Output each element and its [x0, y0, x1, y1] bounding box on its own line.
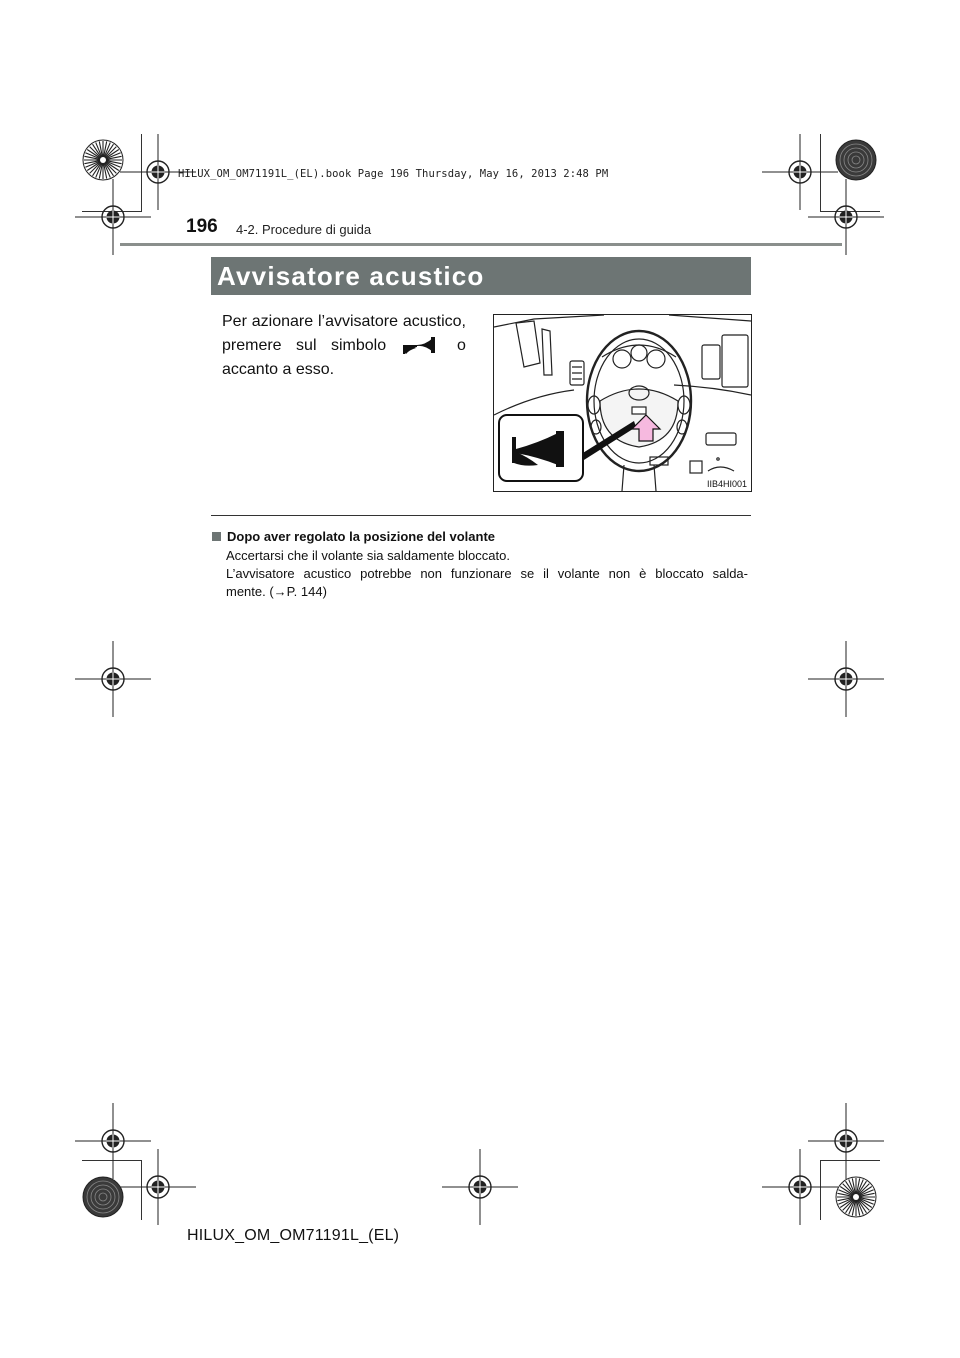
- note-heading: Dopo aver regolato la posizione del volante: [212, 529, 495, 544]
- steering-wheel-illustration: [493, 314, 752, 492]
- intro-paragraph: [222, 310, 466, 382]
- note-line-3: mente. (→P. 144): [226, 584, 327, 599]
- section-title: Avvisatore acustico: [217, 261, 485, 291]
- figure-code: IIB4HI001: [706, 479, 747, 489]
- section-title-bar: [211, 257, 751, 295]
- book-stamp: HILUX_OM_OM71191L_(EL).book Page 196 Thursday, May 16, 2013 2:48 PM: [178, 168, 609, 180]
- note-body: [226, 547, 748, 601]
- bullet-square-icon: [212, 532, 221, 541]
- note-divider: [211, 515, 751, 516]
- header-rule: [120, 243, 842, 246]
- page-number: 196: [186, 216, 218, 237]
- intro-line-1: Per azionare l’avvisatore acustico,: [222, 313, 466, 330]
- horn-icon: [401, 334, 443, 356]
- steering-wheel-drawing: [494, 315, 751, 491]
- intro-line-3: accanto a esso.: [222, 361, 335, 378]
- note-line-1: Accertarsi che il volante sia saldamente bloccato.: [226, 548, 510, 563]
- footer-doc-code: HILUX_OM_OM71191L_(EL): [187, 1227, 400, 1244]
- intro-line-2: premere sul simbolo o: [222, 334, 466, 358]
- section-label: 4-2. Procedure di guida: [236, 222, 372, 237]
- note-line-2: L’avvisatore acustico potrebbe non funzionare se il volante non è bloccato salda-: [226, 566, 748, 581]
